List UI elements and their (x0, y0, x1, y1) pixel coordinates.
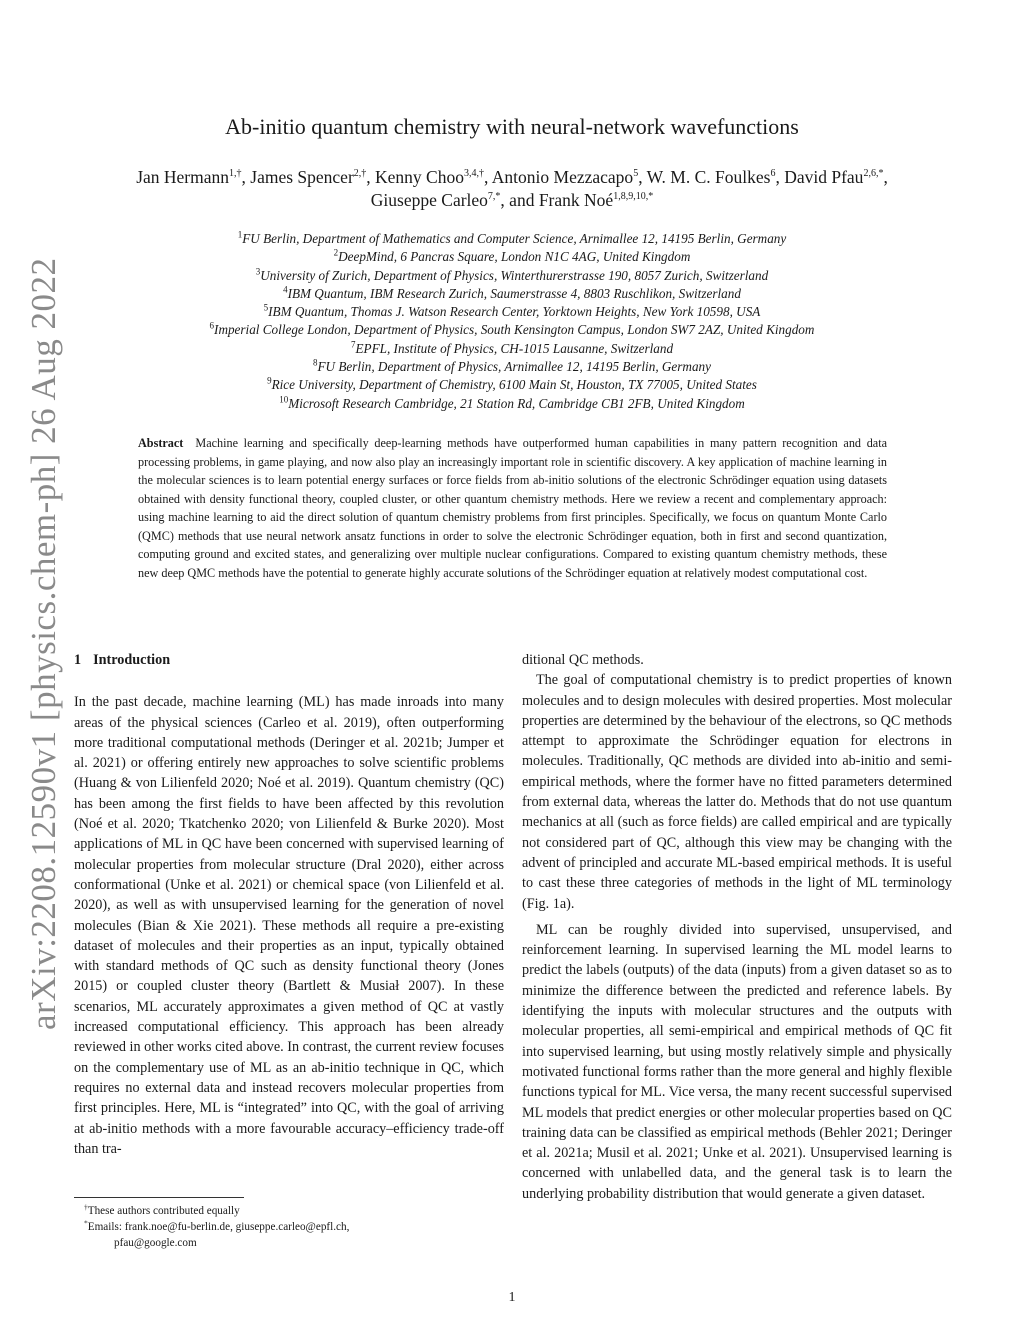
affiliation-number: 2 (333, 247, 339, 258)
affiliation-line (0, 230, 1024, 248)
author-name: Antonio Mezzacapo (491, 167, 634, 187)
abstract-text: Machine learning and specifically deep-learning methods have outperformed human capabilities in many pattern recognition and data processing problems, in game playing, and now also play an increasingly important role in scientific discovery. A key application of machine learning in the molecular sciences is to learn potential energy surfaces or force fields from ab-initio solutions of the electronic Schrödinger equation using datasets obtained with density functional theory, coupled cluster, or other quantum chemistry methods. Here we review a recent and complementary approach: using machine learning to aid the direct solution of quantum chemistry problems from first principles. Specifically, we focus on quantum Monte Carlo (QMC) methods that use neural network ansatz functions in order to solve the electronic Schrödinger equation, both in first and second quantization, computing ground and excited states, and generalizing over multiple nuclear configurations. Compared to existing quantum chemistry methods, these new deep QMC methods have the potential to generate highly accurate solutions of the Schrödinger equation at relatively modest computational cost. (138, 436, 887, 580)
author-separator: , (241, 167, 251, 187)
footnote (84, 1203, 504, 1219)
footnotes (84, 1203, 504, 1251)
left-column (74, 650, 504, 1159)
section-title: Introduction (93, 652, 171, 668)
author-affiliation-marks: 5 (633, 168, 639, 180)
author-name: Kenny Choo (375, 167, 464, 187)
footnote-mark: † (84, 1202, 88, 1212)
affiliation-text: Microsoft Research Cambridge, 21 Station Rd, Cambridge CB1 2FB, United Kingdom (288, 395, 745, 411)
author-name: Giuseppe Carleo (370, 190, 488, 210)
author-affiliation-marks: 7,* (487, 191, 501, 203)
author-affiliation-marks: 2,† (353, 168, 367, 180)
affiliation-text: FU Berlin, Department of Physics, Arnimallee 12, 14195 Berlin, Germany (317, 359, 711, 375)
author-name: W. M. C. Foulkes (646, 167, 771, 187)
body-paragraph: ML can be roughly divided into supervised, unsupervised, and reinforcement learning. In supervised learning the ML model learns to predict the labels (outputs) of the data (inputs) from a given dataset so as to minimize the difference between the predicted and reference labels. By identifying the inputs with molecular structures and the outputs with molecular properties, all semi-empirical and empirical methods of QC fit into supervised learning, but using mostly relatively simple and physically motivated functional forms rather than the more general and highly flexible functions typical for ML. Vice versa, the many recent successful supervised ML models that predict energies or other molecular properties based on QC training data can be classified as empirical methods (Behler 2021; Deringer et al. 2021a; Musil et al. 2021; Unke et al. 2021). Unsupervised learning is concerned with unlabelled data, and the general task is to learn the underlying probability distribution that would generate a given dataset. (522, 921, 952, 1202)
affiliation-number: 9 (267, 375, 272, 386)
arxiv-identifier-stamp: arXiv:2208.12590v1 [physics.chem-ph] 26 Aug 2022 (24, 257, 63, 1030)
author-name: James Spencer (250, 167, 354, 187)
affiliation-number: 3 (255, 266, 261, 277)
affiliation-line (0, 285, 1024, 303)
affiliation-text: University of Zurich, Department of Physics, Winterthurerstrasse 190, 8057 Zurich, Switzerland (260, 267, 769, 283)
affiliation-text: DeepMind, 6 Pancras Square, London N1C 4AG, United Kingdom (338, 249, 691, 265)
right-column (522, 650, 952, 1204)
affiliation-text: Rice University, Department of Chemistry, 6100 Main St, Houston, TX 77005, United States (271, 377, 757, 393)
section-number: 1 (74, 652, 82, 668)
footnote (84, 1219, 504, 1235)
author-separator: , (638, 167, 647, 187)
author-affiliation-marks: 2,6,* (863, 168, 884, 180)
affiliation-line (0, 321, 1024, 339)
author-list (60, 166, 964, 212)
section-heading (74, 650, 504, 670)
affiliation-line (0, 267, 1024, 285)
affiliation-number: 4 (283, 284, 288, 295)
body-paragraph-continuation: ditional QC methods. (522, 652, 644, 668)
affiliation-text: Imperial College London, Department of Physics, South Kensington Campus, London SW7 2AZ, United Kingdom (214, 322, 815, 338)
affiliation-text: FU Berlin, Department of Mathematics and Computer Science, Arnimallee 12, 14195 Berlin, Germany (242, 231, 787, 246)
footnote-divider (74, 1197, 244, 1198)
body-paragraph: The goal of computational chemistry is to predict properties of known molecules and to design molecules with desired properties. Most molecular properties are determined by the behaviour of the electrons, so QC methods attempt to approximate the Schrödinger equation for electrons in molecules. Traditionally, QC methods are divided into ab-initio and semi-empirical methods, where the former have no fitted parameters determined from external data, whereas the latter do. Methods that do not use quantum mechanics at all (such as force fields) are called empirical and are typically not considered part of QC, although this view may be changing with the advent of principled and accurate ML-based empirical methods. It is useful to cast these three categories of methods in the light of ML terminology (Fig. 1a). (522, 672, 952, 912)
affiliation-text: IBM Quantum, IBM Research Zurich, Saumerstrasse 4, 8803 Ruschlikon, Switzerland (287, 285, 741, 301)
author-name: Jan Hermann (136, 167, 230, 187)
page-number: 1 (508, 1290, 516, 1305)
affiliation-list (0, 230, 1024, 413)
affiliation-number: 1 (237, 229, 243, 240)
author-affiliation-marks: 1,8,9,10,* (613, 191, 654, 203)
author-affiliation-marks: 1,† (229, 168, 242, 180)
footnote-mark: * (84, 1218, 88, 1228)
affiliation-line (0, 376, 1024, 394)
affiliation-number: 6 (209, 321, 215, 332)
footnote-text: These authors contributed equally (87, 1205, 240, 1217)
affiliation-text: EPFL, Institute of Physics, CH-1015 Lausanne, Switzerland (355, 340, 674, 356)
author-affiliation-marks: 6 (770, 168, 776, 180)
affiliation-line (0, 248, 1024, 266)
affiliation-number: 8 (313, 357, 318, 368)
body-paragraph: In the past decade, machine learning (ML) has made inroads into many areas of the physical sciences (Carleo et al. 2019), often outperforming more traditional computational methods (Deringer et al. 2021b; Jumper et al. 2021) or offering entirely new approaches to solve scientific problems (Huang & von Lilienfeld 2020; Noé et al. 2019). Quantum chemistry (QC) has been among the first fields to have been affected by this revolution (Noé et al. 2020; Tkatchenko 2020; von Lilienfeld & Burke 2020). Most applications of ML in QC have been concerned with supervised learning of molecular properties from molecular structure (Dral 2020), either across conformational (Unke et al. 2021) or chemical space (von Lilienfeld et al. 2020), as well as with unsupervised learning for the generation of novel molecules (Bian & Xie 2021). These methods all require a pre-existing dataset of molecules and their properties as an input, typically obtained with standard methods of QC such as density functional theory (Jones 2015) or coupled cluster theory (Bartlett & Musiał 2007). In these scenarios, ML accurately approximates a given method of QC at vastly increased computational efficiency. This approach has been already reviewed in other works cited above. In contrast, the current review focuses on the complementary use of ML as an ab-initio technique in QC, which requires no external data and instead recovers molecular properties from first principles. Here, ML is “integrated” into QC, with the goal of arriving at ab-initio methods with a more favourable accuracy–efficiency trade-off than tra- (74, 694, 504, 1157)
affiliation-line (0, 340, 1024, 358)
affiliation-line (0, 358, 1024, 376)
author-name: David Pfau (784, 167, 864, 187)
abstract-label: Abstract (138, 436, 184, 450)
affiliation-line (0, 303, 1024, 321)
affiliation-number: 7 (350, 339, 356, 350)
author-separator: , (366, 167, 376, 187)
affiliation-number: 5 (263, 302, 269, 313)
author-and-separator: , and (500, 190, 539, 210)
author-separator: , (883, 167, 888, 187)
author-separator: , (775, 167, 785, 187)
author-affiliation-marks: 3,4,† (463, 168, 484, 180)
paper-title: Ab-initio quantum chemistry with neural-network wavefunctions (225, 114, 799, 139)
footnote-text: Emails: frank.noe@fu-berlin.de, giuseppe.carleo@epfl.ch, (87, 1221, 350, 1233)
author-name: Frank Noé (538, 190, 614, 210)
abstract (138, 434, 887, 582)
affiliation-line (0, 395, 1024, 413)
author-separator: , (483, 167, 492, 187)
affiliation-number: 10 (279, 394, 289, 405)
footnote-continuation: pfau@google.com (114, 1237, 197, 1249)
affiliation-text: IBM Quantum, Thomas J. Watson Research Center, Yorktown Heights, New York 10598, USA (268, 304, 761, 320)
